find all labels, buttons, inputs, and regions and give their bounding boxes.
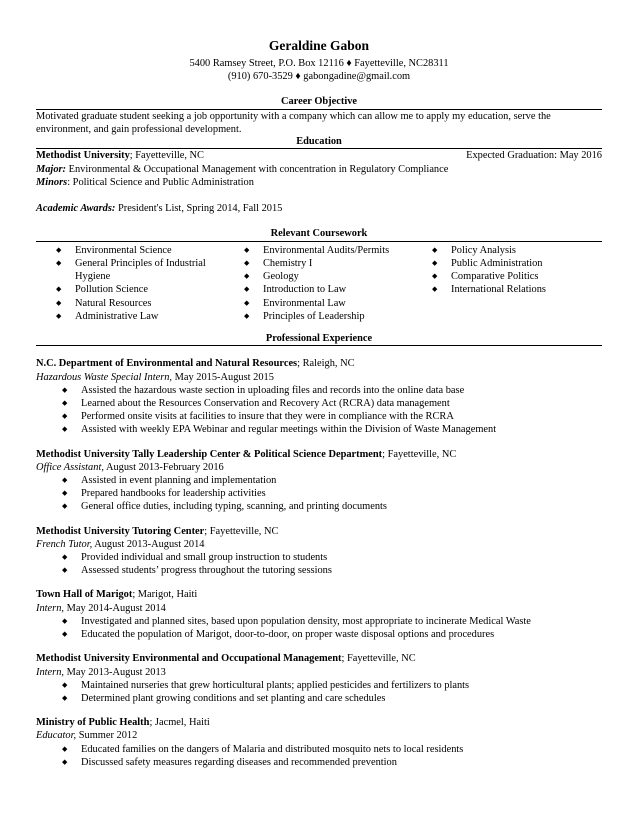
job-role: Hazardous Waste Special Intern, xyxy=(36,371,173,383)
school-location: ; Fayetteville, NC xyxy=(129,150,204,162)
job-bullet: ◆ Performed onsite visits at facilities to insure that they were in compliance with the RCRA xyxy=(36,410,602,423)
job-location: ; Jacmel, Haiti xyxy=(149,717,210,729)
course-item: ◆ Public Administration xyxy=(412,257,600,270)
job-bullet: ◆ Assisted in event planning and implementation xyxy=(36,474,602,487)
job-bullets xyxy=(36,474,602,514)
course-item: ◆ Principles of Leadership xyxy=(224,310,412,323)
job-dates: May 2014-August 2014 xyxy=(64,602,166,614)
job-role-line xyxy=(36,666,602,679)
major-line xyxy=(36,163,602,176)
job-location: ; Raleigh, NC xyxy=(297,358,355,370)
job-bullet: ◆ Discussed safety measures regarding diseases and recommended prevention xyxy=(36,756,602,769)
job-entry xyxy=(36,525,602,578)
job-org-line xyxy=(36,588,602,601)
job-role-line xyxy=(36,602,602,615)
career-objective-text: Motivated graduate student seeking a job opportunity with a company which can allow me to apply my education, serve the environment, and gain professional development. xyxy=(36,110,551,135)
job-org-line xyxy=(36,716,602,729)
job-bullet: ◆ Provided individual and small group instruction to students xyxy=(36,551,602,564)
major-value: Environmental & Occupational Management with concentration in Regulatory Compliance xyxy=(66,163,449,175)
job-role-line xyxy=(36,371,602,384)
job-location: ; Fayetteville, NC xyxy=(204,525,279,537)
job-dates: Summer 2012 xyxy=(76,730,138,742)
coursework-column-3 xyxy=(412,244,600,323)
job-bullet: ◆ Assisted with weekly EPA Webinar and regular meetings within the Division of Waste Management xyxy=(36,423,602,436)
contact-line: (910) 670-3529 ♦ gabongadine@gmail.com xyxy=(227,71,411,82)
job-role-line xyxy=(36,461,602,474)
awards-value: President's List, Spring 2014, Fall 2015 xyxy=(115,203,283,215)
job-org-line xyxy=(36,448,602,461)
course-item: ◆ Environmental Audits/Permits xyxy=(224,244,412,257)
school-line xyxy=(36,149,204,162)
job-bullets xyxy=(36,551,602,577)
job-org: Town Hall of Marigot xyxy=(36,589,133,601)
graduation-date: Expected Graduation: May 2016 xyxy=(466,150,602,162)
job-bullet: ◆ Prepared handbooks for leadership activities xyxy=(36,487,602,500)
course-item: ◆ Geology xyxy=(224,270,412,283)
job-role: Educator, xyxy=(36,730,77,742)
job-role: French Tutor, xyxy=(36,538,93,550)
job-bullet: ◆ General office duties, including typing, scanning, and printing documents xyxy=(36,500,602,513)
course-item: ◆ Policy Analysis xyxy=(412,244,600,257)
job-bullet: ◆ Educated the population of Marigot, door-to-door, on proper waste disposal options and procedures xyxy=(36,628,602,641)
education-school-row xyxy=(36,149,602,162)
course-item: ◆ Introduction to Law xyxy=(224,283,412,296)
job-bullet: ◆ Investigated and planned sites, based upon population density, most appropriate to incinerate Medical Waste xyxy=(36,615,602,628)
course-item: ◆ General Principles of Industrial Hygiene xyxy=(36,257,224,283)
address-line: 5400 Ramsey Street, P.O. Box 12116 ♦ Fayetteville, NC28311 xyxy=(189,58,449,69)
job-role: Intern, xyxy=(36,666,64,678)
experience-heading: Professional Experience xyxy=(36,333,602,347)
coursework-column-2 xyxy=(224,244,412,323)
job-dates: August 2013-February 2016 xyxy=(103,461,224,473)
job-role-line xyxy=(36,729,602,742)
job-bullet: ◆ Assessed students’ progress throughout the tutoring sessions xyxy=(36,564,602,577)
job-bullets xyxy=(36,615,602,641)
job-entry xyxy=(36,357,602,436)
course-item: ◆ Administrative Law xyxy=(36,310,224,323)
course-item: ◆ Chemistry I xyxy=(224,257,412,270)
course-item: ◆ Environmental Science xyxy=(36,244,224,257)
job-org: Ministry of Public Health xyxy=(36,717,150,729)
coursework-heading: Relevant Coursework xyxy=(36,228,602,242)
course-item: ◆ Natural Resources xyxy=(36,297,224,310)
job-org-line xyxy=(36,525,602,538)
job-role: Office Assistant, xyxy=(36,461,104,473)
job-bullets xyxy=(36,679,602,705)
job-org: Methodist University Tutoring Center xyxy=(36,525,205,537)
course-item: ◆ Comparative Politics xyxy=(412,270,600,283)
job-entry xyxy=(36,652,602,705)
awards-label: Academic Awards: xyxy=(36,203,116,215)
job-location: ; Fayetteville, NC xyxy=(341,653,416,665)
job-entry xyxy=(36,448,602,514)
job-org: N.C. Department of Environmental and Natural Resources xyxy=(36,358,298,370)
awards-line xyxy=(36,202,602,215)
course-item: ◆ Pollution Science xyxy=(36,283,224,296)
candidate-name: Geraldine Gabon xyxy=(268,38,370,53)
job-bullets xyxy=(36,743,602,769)
coursework-columns xyxy=(36,244,602,323)
job-bullet: ◆ Assisted the hazardous waste section in uploading files and records into the online data base xyxy=(36,384,602,397)
resume-page xyxy=(36,38,602,769)
major-label: Major: xyxy=(36,163,67,175)
education-heading: Education xyxy=(36,136,602,150)
job-dates: May 2013-August 2013 xyxy=(64,666,166,678)
minors-value: : Political Science and Public Administration xyxy=(67,176,254,188)
job-bullet: ◆ Learned about the Resources Conservation and Recovery Act (RCRA) data management xyxy=(36,397,602,410)
job-role: Intern, xyxy=(36,602,64,614)
job-dates: May 2015-August 2015 xyxy=(172,371,274,383)
job-location: ; Fayetteville, NC xyxy=(382,448,457,460)
minors-line xyxy=(36,176,602,189)
job-bullet: ◆ Maintained nurseries that grew horticultural plants; applied pesticides and fertilizers to plants xyxy=(36,679,602,692)
job-entry xyxy=(36,716,602,769)
course-item: ◆ International Relations xyxy=(412,283,600,296)
job-org: Methodist University Environmental and Occupational Management xyxy=(36,653,342,665)
job-entry xyxy=(36,588,602,641)
job-location: ; Marigot, Haiti xyxy=(132,589,198,601)
minors-label: Minors xyxy=(36,176,68,188)
coursework-column-1 xyxy=(36,244,224,323)
job-bullets xyxy=(36,384,602,437)
career-objective-heading: Career Objective xyxy=(36,96,602,110)
school-name: Methodist University xyxy=(36,150,130,162)
course-item: ◆ Environmental Law xyxy=(224,297,412,310)
job-org-line xyxy=(36,652,602,665)
job-dates: August 2013-August 2014 xyxy=(92,538,205,550)
job-bullet: ◆ Educated families on the dangers of Malaria and distributed mosquito nets to local residents xyxy=(36,743,602,756)
job-org-line xyxy=(36,357,602,370)
job-bullet: ◆ Determined plant growing conditions and set planting and care schedules xyxy=(36,692,602,705)
job-org: Methodist University Tally Leadership Center & Political Science Department xyxy=(36,448,383,460)
job-role-line xyxy=(36,538,602,551)
